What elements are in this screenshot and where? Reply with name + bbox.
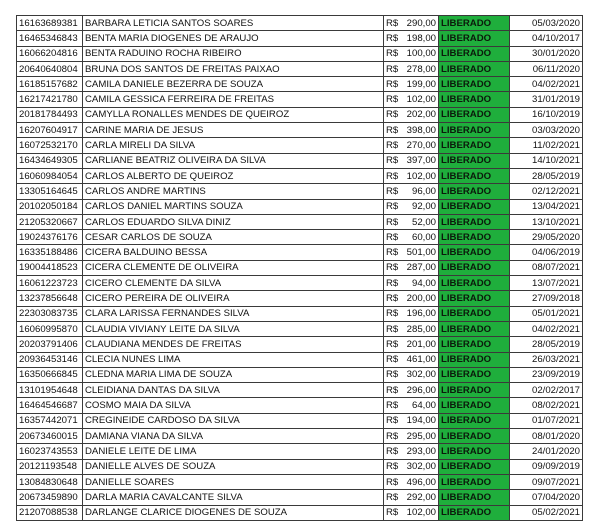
currency-symbol: R$ bbox=[386, 216, 399, 228]
cell-id: 22303083735 bbox=[17, 306, 83, 321]
cell-date: 23/09/2019 bbox=[510, 367, 583, 382]
cell-name: BENTA MARIA DIOGENES DE ARAUJO bbox=[83, 31, 384, 46]
cell-date: 08/02/2021 bbox=[510, 398, 583, 413]
cell-value bbox=[384, 214, 439, 229]
amount: 461,00 bbox=[406, 354, 436, 366]
currency-symbol: R$ bbox=[386, 262, 399, 274]
amount: 102,00 bbox=[406, 170, 436, 182]
cell-value bbox=[384, 260, 439, 275]
cell-value bbox=[384, 474, 439, 489]
amount: 302,00 bbox=[406, 369, 436, 381]
amount: 60,00 bbox=[411, 231, 436, 243]
cell-value bbox=[384, 337, 439, 352]
amount: 501,00 bbox=[406, 247, 436, 259]
table-row bbox=[17, 46, 583, 61]
status-badge: LIBERADO bbox=[439, 352, 510, 367]
status-badge: LIBERADO bbox=[439, 398, 510, 413]
table-row bbox=[17, 92, 583, 107]
cell-name: DAMIANA VIANA DA SILVA bbox=[83, 429, 384, 444]
table-row bbox=[17, 505, 583, 520]
table-row bbox=[17, 459, 583, 474]
cell-name: DARLA MARIA CAVALCANTE SILVA bbox=[83, 490, 384, 505]
cell-id: 21205320667 bbox=[17, 214, 83, 229]
cell-name: CARLIANE BEATRIZ OLIVEIRA DA SILVA bbox=[83, 153, 384, 168]
cell-value bbox=[384, 184, 439, 199]
status-badge: LIBERADO bbox=[439, 168, 510, 183]
table-row bbox=[17, 199, 583, 214]
status-badge: LIBERADO bbox=[439, 245, 510, 260]
currency-symbol: R$ bbox=[386, 109, 399, 121]
cell-value bbox=[384, 46, 439, 61]
cell-id: 16060984054 bbox=[17, 168, 83, 183]
status-badge: LIBERADO bbox=[439, 444, 510, 459]
cell-name: CAMILA DANIELE BEZERRA DE SOUZA bbox=[83, 77, 384, 92]
currency-symbol: R$ bbox=[386, 430, 399, 442]
table-row bbox=[17, 123, 583, 138]
table-row bbox=[17, 429, 583, 444]
currency-symbol: R$ bbox=[386, 247, 399, 259]
cell-id: 20181784493 bbox=[17, 107, 83, 122]
currency-symbol: R$ bbox=[386, 491, 399, 503]
cell-date: 05/01/2021 bbox=[510, 306, 583, 321]
cell-name: BRUNA DOS SANTOS DE FREITAS PAIXAO bbox=[83, 61, 384, 76]
status-badge: LIBERADO bbox=[439, 138, 510, 153]
currency-symbol: R$ bbox=[386, 445, 399, 457]
currency-symbol: R$ bbox=[386, 94, 399, 106]
amount: 290,00 bbox=[406, 17, 436, 29]
status-badge: LIBERADO bbox=[439, 77, 510, 92]
amount: 100,00 bbox=[406, 48, 436, 60]
currency-symbol: R$ bbox=[386, 185, 399, 197]
amount: 201,00 bbox=[406, 338, 436, 350]
cell-date: 31/01/2019 bbox=[510, 92, 583, 107]
cell-name: CICERA BALDUINO BESSA bbox=[83, 245, 384, 260]
cell-date: 04/02/2021 bbox=[510, 77, 583, 92]
table-row bbox=[17, 367, 583, 382]
cell-date: 28/05/2019 bbox=[510, 168, 583, 183]
cell-date: 13/07/2021 bbox=[510, 276, 583, 291]
cell-value bbox=[384, 123, 439, 138]
cell-date: 30/01/2020 bbox=[510, 46, 583, 61]
currency-symbol: R$ bbox=[386, 476, 399, 488]
cell-date: 02/02/2017 bbox=[510, 383, 583, 398]
cell-value bbox=[384, 352, 439, 367]
cell-name: CARLOS ALBERTO DE QUEIROZ bbox=[83, 168, 384, 183]
table-row bbox=[17, 138, 583, 153]
amount: 64,00 bbox=[411, 400, 436, 412]
cell-id: 16163689381 bbox=[17, 16, 83, 31]
cell-id: 16066204816 bbox=[17, 46, 83, 61]
cell-date: 09/07/2021 bbox=[510, 474, 583, 489]
cell-value bbox=[384, 321, 439, 336]
currency-symbol: R$ bbox=[386, 231, 399, 243]
amount: 96,00 bbox=[411, 185, 436, 197]
cell-name: CLAUDIA VIVIANY LEITE DA SILVA bbox=[83, 321, 384, 336]
cell-id: 13305164645 bbox=[17, 184, 83, 199]
status-badge: LIBERADO bbox=[439, 383, 510, 398]
status-badge: LIBERADO bbox=[439, 321, 510, 336]
table-row bbox=[17, 61, 583, 76]
table-row bbox=[17, 337, 583, 352]
status-badge: LIBERADO bbox=[439, 184, 510, 199]
cell-date: 06/11/2020 bbox=[510, 61, 583, 76]
status-badge: LIBERADO bbox=[439, 505, 510, 520]
cell-date: 29/05/2020 bbox=[510, 230, 583, 245]
cell-name: CLARA LARISSA FERNANDES SILVA bbox=[83, 306, 384, 321]
cell-value bbox=[384, 168, 439, 183]
cell-name: CLECIA NUNES LIMA bbox=[83, 352, 384, 367]
cell-date: 05/02/2021 bbox=[510, 505, 583, 520]
cell-name: CESAR CARLOS DE SOUZA bbox=[83, 230, 384, 245]
amount: 102,00 bbox=[406, 94, 436, 106]
amount: 200,00 bbox=[406, 292, 436, 304]
cell-name: CLEDNA MARIA LIMA DE SOUZA bbox=[83, 367, 384, 382]
currency-symbol: R$ bbox=[386, 201, 399, 213]
cell-id: 21207088538 bbox=[17, 505, 83, 520]
status-badge: LIBERADO bbox=[439, 92, 510, 107]
cell-date: 04/06/2019 bbox=[510, 245, 583, 260]
status-badge: LIBERADO bbox=[439, 367, 510, 382]
amount: 52,00 bbox=[411, 216, 436, 228]
cell-value bbox=[384, 276, 439, 291]
status-badge: LIBERADO bbox=[439, 199, 510, 214]
cell-value bbox=[384, 459, 439, 474]
currency-symbol: R$ bbox=[386, 354, 399, 366]
cell-date: 14/10/2021 bbox=[510, 153, 583, 168]
cell-name: CARLOS EDUARDO SILVA DINIZ bbox=[83, 214, 384, 229]
table-row bbox=[17, 321, 583, 336]
amount: 92,00 bbox=[411, 201, 436, 213]
currency-symbol: R$ bbox=[386, 48, 399, 60]
cell-id: 13101954648 bbox=[17, 383, 83, 398]
amount: 198,00 bbox=[406, 32, 436, 44]
table-row bbox=[17, 490, 583, 505]
currency-symbol: R$ bbox=[386, 384, 399, 396]
currency-symbol: R$ bbox=[386, 369, 399, 381]
cell-name: CARLOS DANIEL MARTINS SOUZA bbox=[83, 199, 384, 214]
amount: 285,00 bbox=[406, 323, 436, 335]
cell-date: 24/01/2020 bbox=[510, 444, 583, 459]
cell-id: 20673460015 bbox=[17, 429, 83, 444]
cell-id: 13237856648 bbox=[17, 291, 83, 306]
cell-value bbox=[384, 16, 439, 31]
amount: 292,00 bbox=[406, 491, 436, 503]
cell-date: 04/10/2017 bbox=[510, 31, 583, 46]
cell-id: 16061223723 bbox=[17, 276, 83, 291]
cell-id: 16185157682 bbox=[17, 77, 83, 92]
amount: 293,00 bbox=[406, 445, 436, 457]
amount: 496,00 bbox=[406, 476, 436, 488]
table-row bbox=[17, 260, 583, 275]
currency-symbol: R$ bbox=[386, 124, 399, 136]
status-badge: LIBERADO bbox=[439, 214, 510, 229]
cell-value bbox=[384, 398, 439, 413]
table-row bbox=[17, 291, 583, 306]
cell-id: 16434649305 bbox=[17, 153, 83, 168]
cell-value bbox=[384, 199, 439, 214]
cell-date: 01/07/2021 bbox=[510, 413, 583, 428]
cell-name: CARLOS ANDRE MARTINS bbox=[83, 184, 384, 199]
status-badge: LIBERADO bbox=[439, 490, 510, 505]
cell-id: 16465346843 bbox=[17, 31, 83, 46]
cell-value bbox=[384, 383, 439, 398]
table-row bbox=[17, 16, 583, 31]
currency-symbol: R$ bbox=[386, 155, 399, 167]
cell-value bbox=[384, 291, 439, 306]
status-badge: LIBERADO bbox=[439, 31, 510, 46]
cell-id: 20203791406 bbox=[17, 337, 83, 352]
table-row bbox=[17, 352, 583, 367]
cell-id: 16464546687 bbox=[17, 398, 83, 413]
status-badge: LIBERADO bbox=[439, 291, 510, 306]
cell-date: 11/02/2021 bbox=[510, 138, 583, 153]
cell-date: 05/03/2020 bbox=[510, 16, 583, 31]
cell-value bbox=[384, 306, 439, 321]
cell-date: 03/03/2020 bbox=[510, 123, 583, 138]
status-badge: LIBERADO bbox=[439, 123, 510, 138]
table-row bbox=[17, 31, 583, 46]
table-row bbox=[17, 474, 583, 489]
status-badge: LIBERADO bbox=[439, 16, 510, 31]
currency-symbol: R$ bbox=[386, 140, 399, 152]
status-badge: LIBERADO bbox=[439, 260, 510, 275]
cell-value bbox=[384, 490, 439, 505]
amount: 278,00 bbox=[406, 63, 436, 75]
cell-id: 16072532170 bbox=[17, 138, 83, 153]
currency-symbol: R$ bbox=[386, 415, 399, 427]
table-row bbox=[17, 413, 583, 428]
table-row bbox=[17, 444, 583, 459]
status-badge: LIBERADO bbox=[439, 107, 510, 122]
cell-id: 20102050184 bbox=[17, 199, 83, 214]
cell-id: 16217421780 bbox=[17, 92, 83, 107]
table-row bbox=[17, 306, 583, 321]
cell-value bbox=[384, 107, 439, 122]
amount: 287,00 bbox=[406, 262, 436, 274]
cell-value bbox=[384, 245, 439, 260]
cell-value bbox=[384, 230, 439, 245]
cell-name: CLEIDIANA DANTAS DA SILVA bbox=[83, 383, 384, 398]
cell-name: BARBARA LETICIA SANTOS SOARES bbox=[83, 16, 384, 31]
cell-date: 07/04/2020 bbox=[510, 490, 583, 505]
cell-id: 19024376176 bbox=[17, 230, 83, 245]
cell-value bbox=[384, 153, 439, 168]
cell-value bbox=[384, 413, 439, 428]
status-badge: LIBERADO bbox=[439, 46, 510, 61]
cell-value bbox=[384, 31, 439, 46]
amount: 194,00 bbox=[406, 415, 436, 427]
table-row bbox=[17, 276, 583, 291]
amount: 102,00 bbox=[406, 507, 436, 519]
cell-date: 08/07/2021 bbox=[510, 260, 583, 275]
table-row bbox=[17, 245, 583, 260]
status-badge: LIBERADO bbox=[439, 61, 510, 76]
cell-name: DANIELLE ALVES DE SOUZA bbox=[83, 459, 384, 474]
table-row bbox=[17, 184, 583, 199]
cell-name: CLAUDIANA MENDES DE FREITAS bbox=[83, 337, 384, 352]
cell-name: DARLANGE CLARICE DIOGENES DE SOUZA bbox=[83, 505, 384, 520]
cell-name: CARLA MIRELI DA SILVA bbox=[83, 138, 384, 153]
currency-symbol: R$ bbox=[386, 32, 399, 44]
cell-id: 20121193548 bbox=[17, 459, 83, 474]
cell-date: 13/04/2021 bbox=[510, 199, 583, 214]
table-row bbox=[17, 214, 583, 229]
cell-name: CREGINEIDE CARDOSO DA SILVA bbox=[83, 413, 384, 428]
cell-name: DANIELLE SOARES bbox=[83, 474, 384, 489]
currency-symbol: R$ bbox=[386, 170, 399, 182]
cell-date: 26/03/2021 bbox=[510, 352, 583, 367]
cell-name: CICERO PEREIRA DE OLIVEIRA bbox=[83, 291, 384, 306]
table-row bbox=[17, 153, 583, 168]
amount: 302,00 bbox=[406, 461, 436, 473]
cell-date: 16/10/2019 bbox=[510, 107, 583, 122]
currency-symbol: R$ bbox=[386, 78, 399, 90]
cell-name: CICERA CLEMENTE DE OLIVEIRA bbox=[83, 260, 384, 275]
currency-symbol: R$ bbox=[386, 17, 399, 29]
cell-value bbox=[384, 77, 439, 92]
status-badge: LIBERADO bbox=[439, 230, 510, 245]
status-badge: LIBERADO bbox=[439, 337, 510, 352]
cell-value bbox=[384, 444, 439, 459]
amount: 196,00 bbox=[406, 308, 436, 320]
cell-id: 20936453146 bbox=[17, 352, 83, 367]
cell-date: 02/12/2021 bbox=[510, 184, 583, 199]
amount: 398,00 bbox=[406, 124, 436, 136]
table-row bbox=[17, 107, 583, 122]
cell-value bbox=[384, 61, 439, 76]
status-badge: LIBERADO bbox=[439, 474, 510, 489]
status-badge: LIBERADO bbox=[439, 459, 510, 474]
cell-id: 16335188486 bbox=[17, 245, 83, 260]
cell-name: DANIELE LEITE DE LIMA bbox=[83, 444, 384, 459]
cell-date: 27/09/2018 bbox=[510, 291, 583, 306]
amount: 296,00 bbox=[406, 384, 436, 396]
cell-name: CARINE MARIA DE JESUS bbox=[83, 123, 384, 138]
cell-name: CAMYLLA RONALLES MENDES DE QUEIROZ bbox=[83, 107, 384, 122]
cell-name: CAMILA GESSICA FERREIRA DE FREITAS bbox=[83, 92, 384, 107]
amount: 94,00 bbox=[411, 277, 436, 289]
cell-id: 13084830648 bbox=[17, 474, 83, 489]
cell-id: 16350666845 bbox=[17, 367, 83, 382]
cell-id: 16060995870 bbox=[17, 321, 83, 336]
amount: 295,00 bbox=[406, 430, 436, 442]
currency-symbol: R$ bbox=[386, 63, 399, 75]
cell-date: 08/01/2020 bbox=[510, 429, 583, 444]
currency-symbol: R$ bbox=[386, 461, 399, 473]
status-badge: LIBERADO bbox=[439, 429, 510, 444]
currency-symbol: R$ bbox=[386, 277, 399, 289]
amount: 202,00 bbox=[406, 109, 436, 121]
currency-symbol: R$ bbox=[386, 400, 399, 412]
currency-symbol: R$ bbox=[386, 323, 399, 335]
table-row bbox=[17, 398, 583, 413]
amount: 270,00 bbox=[406, 140, 436, 152]
cell-value bbox=[384, 505, 439, 520]
status-badge: LIBERADO bbox=[439, 306, 510, 321]
cell-value bbox=[384, 138, 439, 153]
cell-id: 20640640804 bbox=[17, 61, 83, 76]
cell-id: 16207604917 bbox=[17, 123, 83, 138]
cell-name: BENTA RADUINO ROCHA RIBEIRO bbox=[83, 46, 384, 61]
cell-name: COSMO MAIA DA SILVA bbox=[83, 398, 384, 413]
cell-id: 20673459890 bbox=[17, 490, 83, 505]
cell-name: CICERO CLEMENTE DA SILVA bbox=[83, 276, 384, 291]
cell-date: 09/09/2019 bbox=[510, 459, 583, 474]
cell-id: 19004418523 bbox=[17, 260, 83, 275]
amount: 397,00 bbox=[406, 155, 436, 167]
cell-value bbox=[384, 367, 439, 382]
beneficiary-table bbox=[16, 15, 583, 521]
currency-symbol: R$ bbox=[386, 338, 399, 350]
cell-id: 16023743553 bbox=[17, 444, 83, 459]
table-row bbox=[17, 230, 583, 245]
cell-date: 13/10/2021 bbox=[510, 214, 583, 229]
cell-date: 28/05/2019 bbox=[510, 337, 583, 352]
status-badge: LIBERADO bbox=[439, 413, 510, 428]
currency-symbol: R$ bbox=[386, 292, 399, 304]
table-row bbox=[17, 383, 583, 398]
table-row bbox=[17, 168, 583, 183]
currency-symbol: R$ bbox=[386, 507, 399, 519]
cell-value bbox=[384, 92, 439, 107]
amount: 199,00 bbox=[406, 78, 436, 90]
table-row bbox=[17, 77, 583, 92]
cell-id: 16357442071 bbox=[17, 413, 83, 428]
cell-value bbox=[384, 429, 439, 444]
cell-date: 04/02/2021 bbox=[510, 321, 583, 336]
currency-symbol: R$ bbox=[386, 308, 399, 320]
status-badge: LIBERADO bbox=[439, 276, 510, 291]
status-badge: LIBERADO bbox=[439, 153, 510, 168]
